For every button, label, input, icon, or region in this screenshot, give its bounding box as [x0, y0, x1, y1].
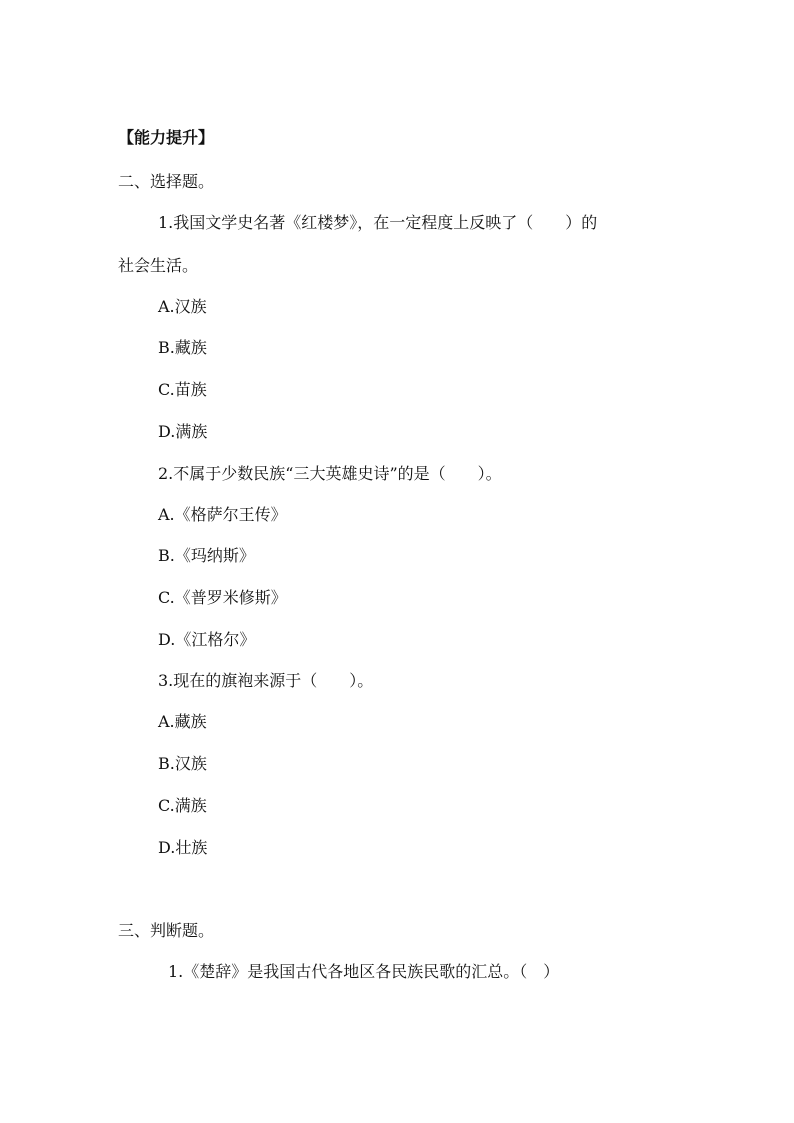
section-heading-ability: 【能力提升】 — [118, 128, 215, 147]
question-2-option-c: C.《普罗米修斯》 — [158, 588, 287, 607]
question-1-stem: 1.我国文学史名著《红楼梦》，在一定程度上反映了（ ）的 — [158, 213, 598, 232]
question-1-option-b: B.藏族 — [158, 338, 207, 357]
question-3-option-b: B.汉族 — [158, 754, 207, 773]
question-1-stem-continued: 社会生活。 — [118, 256, 199, 275]
question-1-option-a: A.汉族 — [158, 297, 207, 316]
choice-section-title: 二、选择题。 — [118, 172, 215, 191]
question-2-option-a: A.《格萨尔王传》 — [158, 505, 287, 524]
question-2-stem: 2.不属于少数民族“三大英雄史诗”的是（ ）。 — [158, 464, 502, 483]
question-1-option-d: D.满族 — [158, 422, 208, 441]
judge-section-title: 三、判断题。 — [118, 921, 215, 940]
judge-question-1-stem: 1.《楚辞》是我国古代各地区各民族民歌的汇总。（ ） — [168, 962, 560, 981]
question-3-stem: 3.现在的旗袍来源于（ ）。 — [158, 671, 374, 690]
question-3-option-a: A.藏族 — [158, 712, 207, 731]
question-2-option-b: B.《玛纳斯》 — [158, 546, 255, 565]
question-2-option-d: D.《江格尔》 — [158, 630, 256, 649]
question-3-option-d: D.壮族 — [158, 838, 208, 857]
question-1-option-c: C.苗族 — [158, 380, 207, 399]
question-3-option-c: C.满族 — [158, 796, 207, 815]
